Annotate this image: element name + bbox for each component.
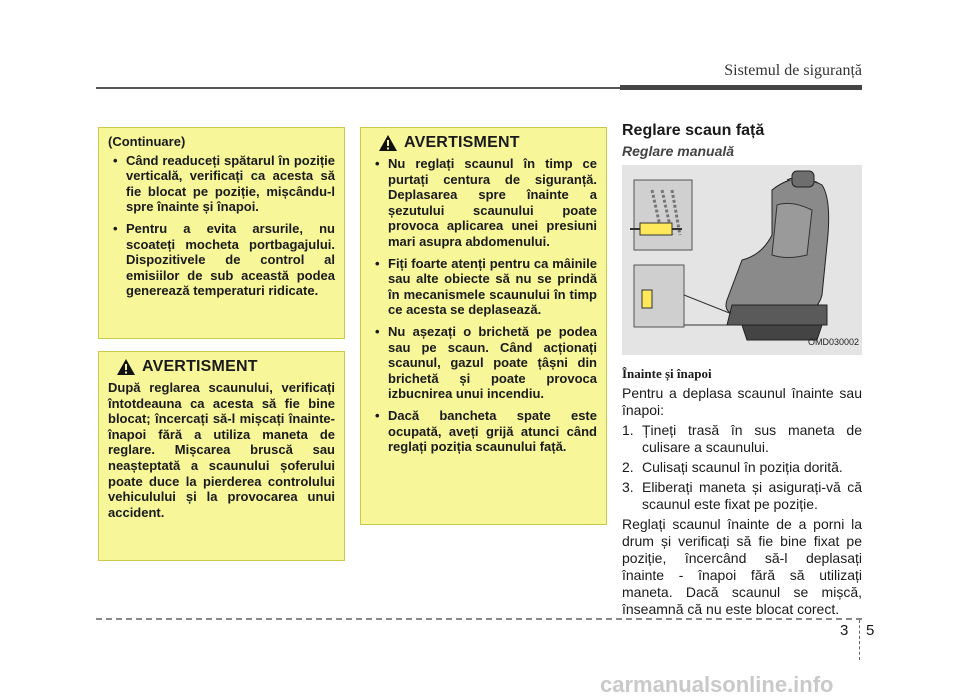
watermark: carmanualsonline.info: [600, 672, 834, 697]
continuation-item: • Când readuceți spătarul în poziție verticală, verificați ca acesta să fie blocat pe poziție, mișcându-l spre înainte și înapoi.: [108, 153, 335, 215]
step-item: [622, 459, 862, 476]
step-text: Eliberați maneta și asigurați-vă că scaunul este fixat pe poziție.: [642, 479, 862, 512]
warning-triangle-icon: [116, 358, 136, 376]
warning-header: [378, 134, 597, 152]
forward-backward-heading: Înainte și înapoi: [622, 366, 712, 381]
warning-item: • Dacă bancheta spate este ocupată, aveți grijă atunci când reglați poziția scaunului față.: [370, 408, 597, 455]
closing-text: Reglați scaunul înainte de a porni la drum și verificați să fie bine fixat pe poziție, încercând să-l deplasați înainte - înapoi fără să utilizați maneta. Dacă scaunul se mișcă, înseamnă că nu este blocat corect.: [622, 516, 862, 617]
warning-box-left: [98, 351, 345, 561]
seat-illustration: [622, 165, 862, 355]
step-text: Țineți trasă în sus maneta de culisare a scaunului.: [642, 422, 862, 455]
step-item: [622, 479, 862, 513]
intro-text: Pentru a deplasa scaunul înainte sau înapoi:: [622, 385, 862, 418]
warning-title: AVERTISMENT: [404, 134, 520, 152]
seat-drawing-icon: [622, 165, 862, 355]
page-number: 5: [866, 622, 875, 639]
step-number: 1.: [622, 422, 634, 438]
warning-item: • Nu așezați o brichetă pe podea sau pe scaun. Când acționați scaunul, gazul poate țâșni din brichetă și poate provoca izbucnirea unui incendiu.: [370, 324, 597, 402]
continuation-item: • Pentru a evita arsurile, nu scoateți mocheta portbagajului. Dispozitivele de control al emisiilor de sub această podea generează temperaturi ridicate.: [108, 221, 335, 299]
figure-label: OMD030002: [807, 337, 859, 347]
continuation-heading: (Continuare): [108, 134, 186, 149]
warning-item: • Fiți foarte atenți pentru ca mâinile sau alte obiecte să nu se prindă în mecanismele scaunului în timp ce acesta se deplasează.: [370, 256, 597, 318]
page-number-separator: [859, 620, 860, 660]
section-title: Reglare scaun față: [622, 122, 765, 139]
warning-box-middle: [360, 127, 607, 525]
warning-text: După reglarea scaunului, verificați întotdeauna ca acesta să fie bine blocat; încercați să-l mișcați înainte-înapoi fără a utiliza maneta de reglare. Mișcarea bruscă sau neașteptată a scaunului șoferului poate duce la pierderea controlului vehiculului și la provocarea unui accident.: [108, 380, 335, 520]
step-number: 2.: [622, 459, 634, 475]
step-text: Culisați scaunul în poziția dorită.: [642, 459, 843, 475]
chapter-number: 3: [840, 622, 849, 639]
step-item: [622, 422, 862, 456]
step-number: 3.: [622, 479, 634, 495]
footer-divider: [96, 618, 862, 620]
warning-title: AVERTISMENT: [142, 358, 258, 376]
warning-triangle-icon: [378, 134, 398, 152]
continuation-note-box: [98, 127, 345, 339]
steps-list: [622, 422, 862, 513]
header-accent-bar: [620, 85, 862, 90]
seat-adjustment-section: [622, 122, 862, 621]
subsection-title: Reglare manuală: [622, 143, 735, 159]
warning-item: • Nu reglați scaunul în timp ce purtați centura de siguranță. Deplasarea spre înainte a șezutului scaunului poate provoca aplicarea unei presiuni mari asupra abdomenului.: [370, 156, 597, 250]
warning-header: [116, 358, 335, 376]
header-title: Sistemul de siguranță: [724, 62, 862, 79]
